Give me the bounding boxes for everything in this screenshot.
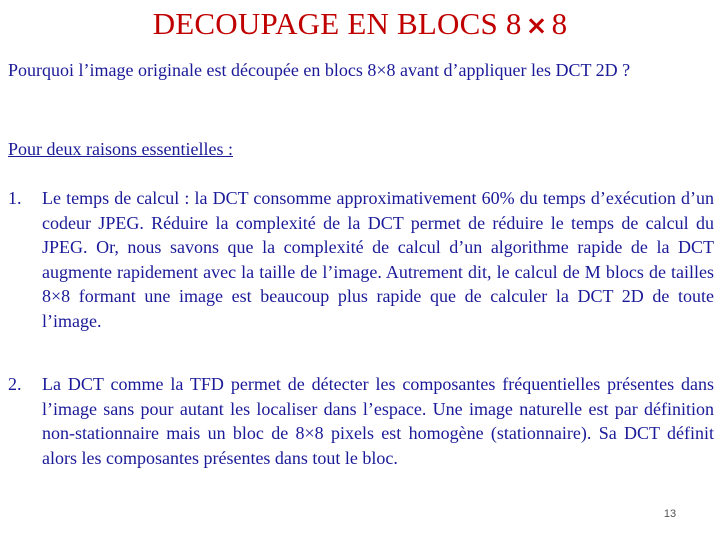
list-item-text: Le temps de calcul : la DCT consomme approximativement 60% du temps d’exécution d’un codeur JPEG. Réduire la complexité de la DCT permet de réduire le temps de calcul du JPEG. Or, nous savons que la complexité de calcul d’un algorithme rapide de la DCT augmente rapidement avec la taille de l’image. Autrement dit, le calcul de M blocs de tailles 8×8 formant une image est beaucoup plus rapide que de calculer la DCT 2D de toute l’image. bbox=[42, 188, 714, 331]
page-number: 13 bbox=[663, 508, 677, 520]
slide-title-text: DECOUPAGE EN BLOCS 8 bbox=[152, 6, 522, 41]
list-item-number: 1. bbox=[8, 188, 22, 208]
list-item-text: La DCT comme la TFD permet de détecter les composantes fréquentielles présentes dans l’image sans pour autant les localiser dans l’espace. Une image naturelle est par définition non-stationnaire mais un bloc de 8×8 pixels est homogène (stationnaire). Sa DCT définit alors les composantes présentes dans tout le bloc. bbox=[42, 374, 714, 468]
list-item-number: 2. bbox=[8, 374, 22, 394]
times-symbol: × bbox=[525, 11, 548, 41]
slide-title-tail: 8 bbox=[551, 6, 568, 41]
slide-title bbox=[0, 6, 720, 44]
list-item bbox=[8, 372, 714, 470]
question-text: Pourquoi l’image originale est découpée en blocs 8×8 avant d’appliquer les DCT 2D ? bbox=[8, 60, 631, 80]
list-item bbox=[8, 186, 714, 333]
intro-heading: Pour deux raisons essentielles : bbox=[8, 139, 233, 159]
